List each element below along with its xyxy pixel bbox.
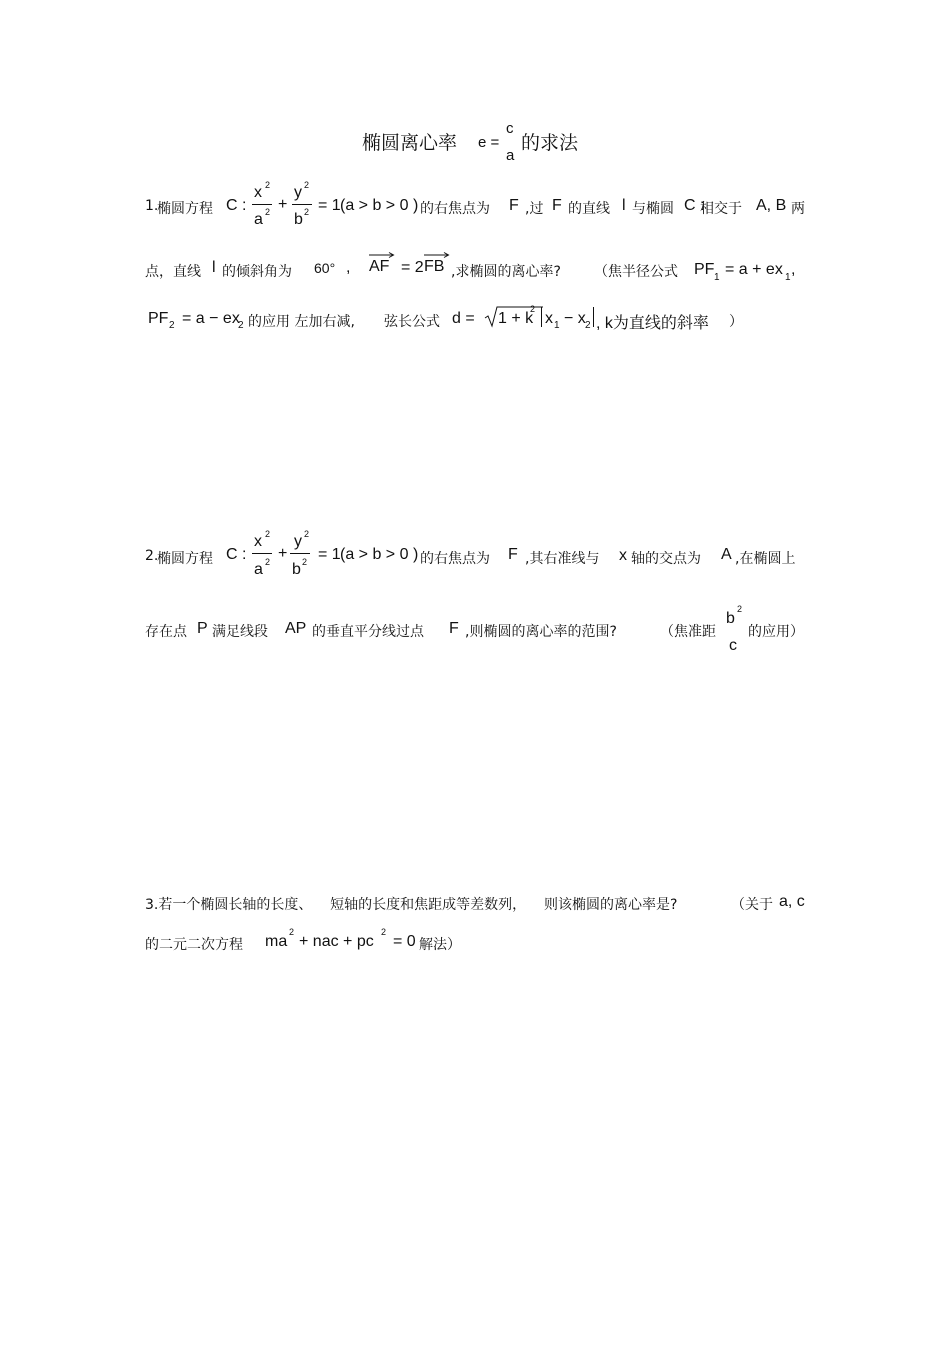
p1-angle: 60° (314, 260, 336, 276)
p1-text-6: 相交于 (700, 201, 742, 217)
p2-b-sup: 2 (737, 604, 743, 614)
p1-d: d = (452, 310, 475, 327)
p1-x1-sub: 1 (554, 320, 560, 331)
p1-b-sup: 2 (304, 207, 310, 217)
title-numerator: c (506, 120, 514, 137)
p1-C-2: C : (684, 197, 705, 214)
title-text: 椭圆离心率 (362, 132, 458, 154)
p2-y-sup: 2 (304, 529, 310, 539)
p1-equals-1: = 1 (318, 197, 341, 214)
p1-equals-2: = 2 (401, 259, 424, 276)
p1-1-plus-k: 1 + k (498, 310, 534, 327)
p2-A: A (721, 546, 732, 563)
p2-c-den: c (729, 637, 737, 654)
p1-formula-2: = a − ex (182, 310, 240, 327)
p1-formula-2-sub: 2 (238, 320, 244, 331)
title-denominator: a (506, 147, 515, 164)
p1-formula-1: = a + ex (725, 261, 783, 278)
p1-close-paren: ） (729, 314, 743, 330)
p1-x1: x (545, 310, 553, 327)
p1-text-9: 的倾斜角为 (222, 264, 292, 280)
p2-hint: （焦准距 (660, 624, 716, 640)
p1-frac-bar-2 (292, 204, 312, 205)
p3-ac: a, c (779, 893, 805, 910)
p3-ma: ma (265, 933, 288, 950)
p1-PF2-sub: 2 (169, 320, 175, 331)
p1-text-1: 椭圆方程 (157, 201, 213, 217)
p1-a-sup: 2 (265, 207, 271, 217)
p2-a-sup: 2 (265, 557, 271, 567)
p2-F: F (508, 546, 518, 563)
p1-abs-bar-right (593, 307, 594, 327)
p2-text-2: 的右焦点为 (420, 551, 490, 567)
p1-AB: A, B (756, 197, 787, 214)
p2-b-num: b (726, 610, 735, 627)
p3-pc-sup: 2 (381, 927, 387, 937)
p3-line-1: 3.若一个椭圆长轴的长度、 短轴的长度和焦距成等差数列， 则该椭圆的离心率是? (145, 897, 678, 913)
p1-l-2: l (212, 259, 216, 276)
p2-frac-bar-1 (252, 553, 272, 554)
p1-F-2: F (552, 197, 562, 214)
p2-condition: (a > b > 0 ) (340, 546, 419, 563)
p1-PF1-sub: 1 (714, 272, 720, 283)
p2-text-5: ,在椭圆上 (735, 551, 796, 567)
p1-l: l (622, 197, 626, 214)
p2-hint-end: 的应用） (748, 624, 804, 640)
p2-text-9: ,则椭圆的离心率的范围? (465, 624, 617, 640)
p2-text-4: 轴的交点为 (631, 551, 701, 567)
p1-x-sup: 2 (265, 180, 271, 190)
p2-C: C : (226, 546, 247, 563)
p1-text-10: ,求椭圆的离心率? (451, 264, 561, 280)
p1-text-4: 的直线 (568, 201, 610, 217)
title-suffix: 的求法 (521, 132, 579, 154)
p1-abs-bar-left (541, 307, 542, 327)
p1-FB: FB (424, 258, 445, 275)
p3-ma-sup: 2 (289, 927, 295, 937)
p1-k-text: , k为直线的斜率 (596, 315, 709, 332)
p1-text-7: 两 (791, 201, 805, 217)
p2-F-2: F (449, 620, 459, 637)
p2-plus: + (278, 545, 288, 562)
p2-text-8: 的垂直平分线过点 (312, 624, 424, 640)
p1-text-2: 的右焦点为 (420, 201, 490, 217)
p1-PF2: PF (148, 310, 169, 327)
p1-x2-sub: 2 (585, 320, 591, 331)
p2-x-axis: x (619, 547, 627, 564)
p3-hint: （关于 (731, 897, 773, 913)
p1-condition: (a > b > 0 ) (340, 197, 419, 214)
p1-k-sup: 2 (530, 304, 536, 314)
p1-comma: , (346, 259, 351, 276)
p1-y-sup: 2 (304, 180, 310, 190)
p1-frac-bar-1 (252, 204, 272, 205)
p1-plus: + (278, 196, 288, 213)
p2-text-3: ,其右准线与 (525, 551, 600, 567)
title-formula-lhs: e = (478, 134, 500, 151)
p1-number: 1. (145, 198, 159, 214)
p2-x: x (254, 533, 262, 550)
p1-text-3: ,过 (525, 201, 544, 217)
p2-P: P (197, 620, 208, 637)
p2-number: 2. (145, 548, 159, 564)
p1-minus-x2: − x (564, 310, 586, 327)
p1-PF1: PF (694, 261, 715, 278)
p1-hint-2: 弦长公式 (384, 314, 440, 330)
p1-AF: AF (369, 258, 390, 275)
p1-formula-1-sub: 1 (785, 272, 791, 283)
p2-x-sup: 2 (265, 529, 271, 539)
p3-line-2b: 解法） (419, 937, 461, 953)
p2-text-1: 椭圆方程 (157, 551, 213, 567)
p1-C: C : (226, 197, 247, 214)
p2-b: b (292, 561, 301, 578)
p1-F: F (509, 197, 519, 214)
p2-text-6: 存在点 (145, 624, 187, 640)
p2-AP: AP (285, 620, 307, 637)
p3-mid: + nac + pc (299, 933, 374, 950)
p2-frac-bar-2 (290, 553, 310, 554)
p3-line-2a: 的二元二次方程 (145, 937, 243, 953)
p1-hint-1: （焦半径公式 (594, 264, 678, 280)
p1-a: a (254, 211, 263, 228)
p1-text-5: 与椭圆 (632, 201, 674, 217)
p2-text-7: 满足线段 (212, 624, 268, 640)
p1-x: x (254, 184, 262, 201)
p2-b-sup: 2 (302, 557, 308, 567)
p2-a: a (254, 561, 263, 578)
p3-eq-end: = 0 (393, 933, 416, 950)
p2-equals-1: = 1 (318, 546, 341, 563)
p1-y: y (294, 184, 302, 201)
p1-formula-1-end: , (791, 261, 796, 278)
p1-b: b (294, 211, 303, 228)
p1-text-8: 点，直线 (145, 264, 201, 280)
p2-y: y (294, 533, 302, 550)
p1-text-11: 的应用 左加右减, (248, 314, 355, 330)
